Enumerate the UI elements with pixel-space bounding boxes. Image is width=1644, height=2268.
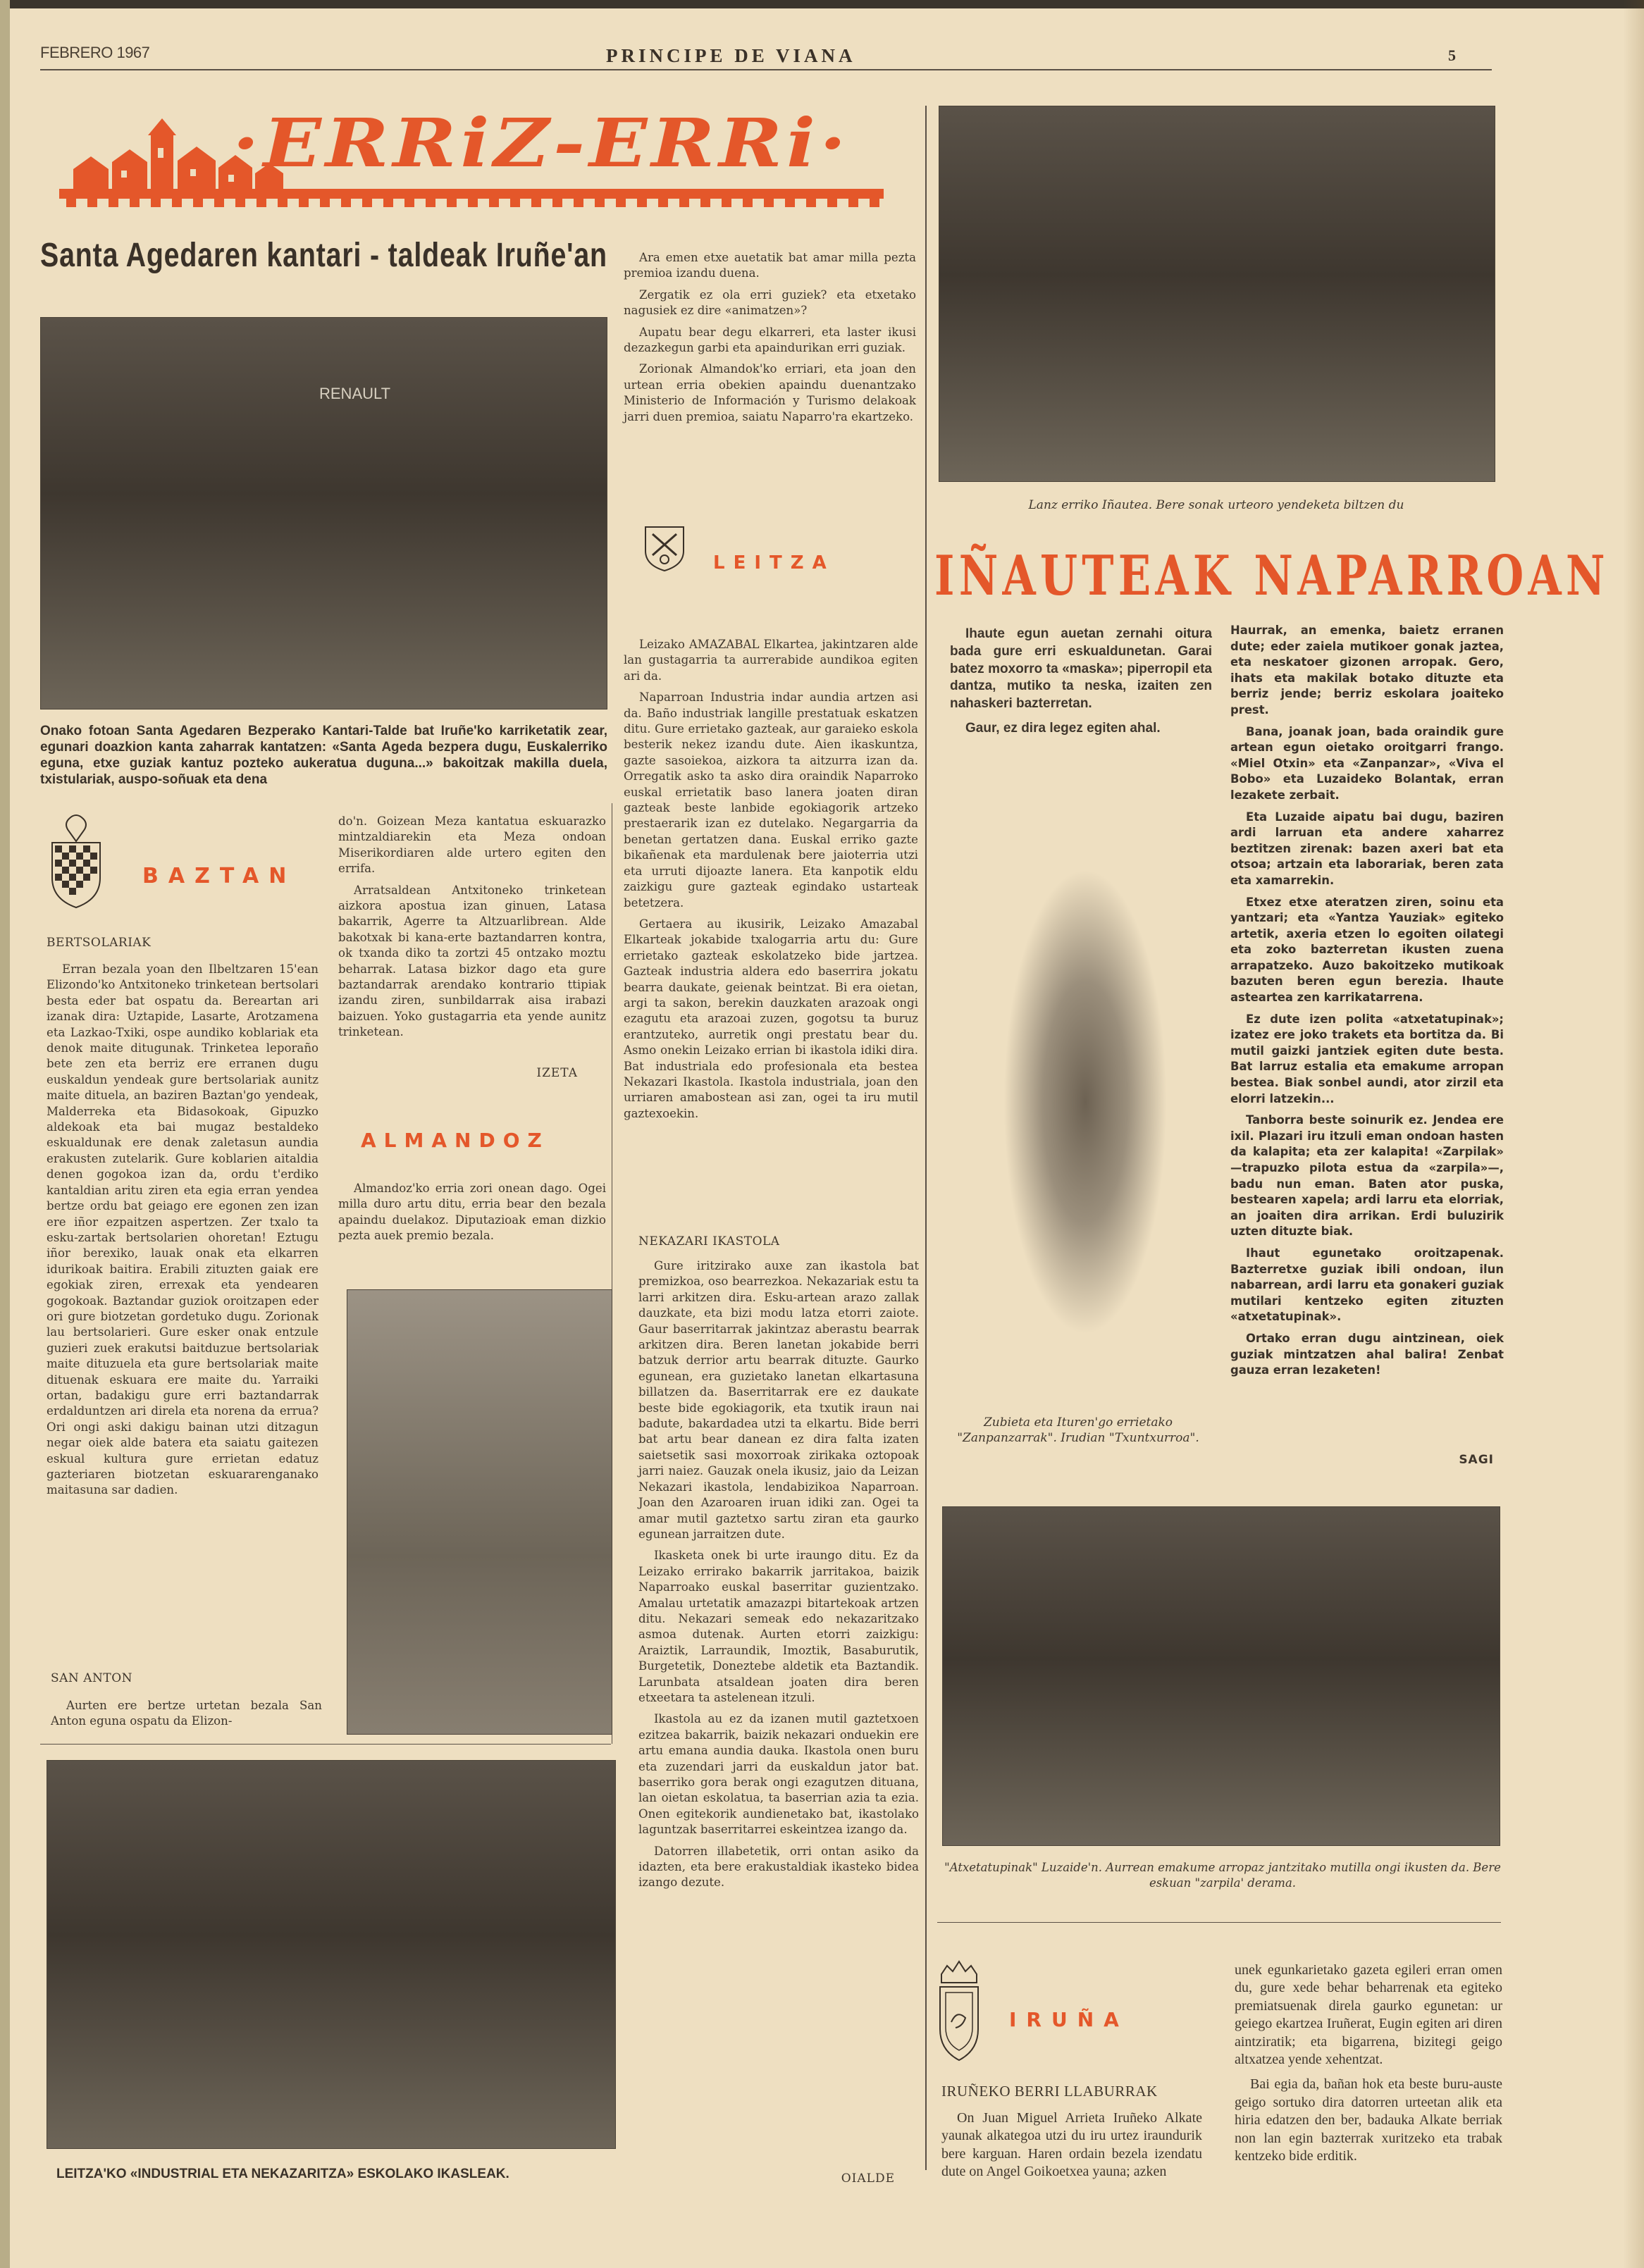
section-title-iruna: IRUÑA [1009, 2008, 1129, 2031]
subhead: NEKAZARI IKASTOLA [638, 1234, 780, 1248]
section-title-leitza: LEITZA [713, 552, 835, 574]
section-title-almandoz: ALMANDOZ [361, 1129, 550, 1152]
lanz-carnival-photo [939, 106, 1495, 482]
paragraph: Datorren illabetetik, orri ontan asiko da idazten, eta bere erakustaldiak ikasteko bidea izango dezute. [638, 1844, 919, 1890]
paragraph: Leizako AMAZABAL Elkartea, jakintzaren alde lan gustagarria ta aurrerabide aundikoa egiten ari da. [624, 638, 918, 683]
article-body [1230, 623, 1504, 1384]
author-signature: OIALDE [841, 2171, 895, 2186]
paragraph: Tanborra beste soinurik ez. Jendea ere ixil. Plazari iru itzuli eman ondoan hasten da kalapita; eta zer kalapita! «Zarpilak» —trapuzko pilota estua da «zarpila»—, badu nun eman. Baten ator puska, bestearen xapela; ardi larru eta elorriak, an joaiten dira arrikan. Erdi buluzirik uzten dituzte biak. [1230, 1113, 1504, 1239]
subhead: IRUÑEKO BERRI LLABURRAK [941, 2083, 1158, 2100]
article-body [338, 1181, 606, 1250]
issue-date: FEBRERO 1967 [40, 44, 150, 61]
paragraph: Haurrak, an emenka, baietz erranen dute; eder zaiela mutikoer gonak jaztea, eta neskatoer gizonen arropak. Gero, ihats eta makilak botako dituzte eta berriz jende; berriz eskolara joaiteko prest. [1230, 624, 1504, 717]
paragraph: Ikastola au ez da izanen mutil gaztetxoen ezitzea bakarrik, baizik nekazari onduekin ere artu emana aundia dauka. Ikastola onen buru eta zuzendari jarri da euskaldun jator bat. baserriko gora berak ongi ezagutzen dituana, lan oietan eskolatua, ta baserrian azia ta ezia. Onen egitekorik aundienetako bat, ikastolako laguntzak baserritarrei eskeintzea izango da. [638, 1712, 919, 1837]
baztan-coat-of-arms-icon [48, 812, 104, 910]
article-body [338, 814, 606, 1046]
article-body [638, 1258, 919, 1897]
page-number: 5 [1448, 47, 1456, 64]
column-rule [925, 106, 927, 2170]
photo-caption: LEITZA'KO «INDUSTRIAL ETA NEKAZARITZA» ESKOLAKO IKASLEAK. [56, 2167, 509, 2181]
photo-caption: Lanz erriko Iñautea. Bere sonak urteoro yendeketa biltzen du [1028, 498, 1404, 512]
photo-caption: "Atxetatupinak" Luzaide'n. Aurrean emakume arropaz jantzitako mutilla ongi ikusten da. Bere eskuan "zarpila' derama. [944, 1861, 1501, 1890]
article-body [941, 2109, 1202, 2188]
section-rule [40, 1744, 611, 1745]
paragraph: Ihaut egunetako oroitzapenak. Bazterretxe guziak ibili ondoan, ilun nabarrean, ardi larru eta gonakeri guziak mutilari kentzeko egiten zituzten «atxetatupinak». [1230, 1246, 1504, 1324]
paragraph: Arratsaldean Antxitoneko trinketean aizkora apostua izan ginuen, Latasa bakarrik, Agerre ta Altzuarlibrean. Alde bakotxak bi kana-erte baztandarren kontra, ok txanda diko ta zortzi 45 ontzako moztu beharrak. Latasa bizkor dago eta gure baztandarrak arendako kontrario ttipiak izandu ziren, sunbildarrak aisa irabazi baizuen. Yoko gustagarria eta yende aunitz trinketean. [338, 883, 606, 1039]
paragraph: Eta Luzaide aipatu bai dugu, baziren ardi larruan eta andere xaharrez beztitzen zirenak: bazen axeri bat eta otsoa; artzain eta laborariak, beren zata eta xamarrekin. [1230, 810, 1504, 887]
atxetatupinak-photo [942, 1506, 1500, 1846]
paragraph: On Juan Miguel Arrieta Iruñeko Alkate yaunak alkategoa utzi du iru urtez iraundurik bere karguan. Haren ordain bezela izendatu dute on Angel Goikoetxea yauna; azken [941, 2110, 1202, 2180]
publication-title: PRINCIPE DE VIANA [606, 45, 856, 66]
paragraph: unek egunkarietako gazeta egileri erran omen du, gure xede behar beharrenak eta egiteko premiatsuenak direla gaurko egunetan: ur geiego ekartzea Iruñerat, Eugin egiten ari diren aintziratik; eta bigarrena, bizitegi geigo altxatzea yende xehentzat. [1235, 1962, 1502, 2068]
house-photo [347, 1289, 612, 1735]
zanpanzar-sketch [965, 761, 1205, 1381]
section-banner-title: ·ERRiZ-ERRi· [233, 104, 851, 182]
subhead: SAN ANTON [51, 1671, 133, 1685]
author-signature: IZETA [536, 1066, 578, 1080]
singers-group-photo [40, 317, 607, 709]
article-body [950, 626, 1212, 745]
paragraph: Gure iritzirako auxe zan ikastola bat premizkoa, oso bearrezkoa. Nekazariak estu ta larri arkitzen dira. Esku-artean arazo zallak dauzkate, eta bizi modu latza etorri zaiote. Gaur baserritarrak jakintzaz aberastu bearrak arkitzen dira. Beren lanetan jokabide berri batzuk derrior artu bearrak dituzte. Gaurko egunean, era guzietako lanetan elkartasuna billatzen da. Baserritarrak ere ez daukate beste bide egokiagorik, eta txutik iraun nai badute, bakardadea utzi ta elkartu. Bide berri bat artu bear danean ez dira falta izaten saietsetik sasi moxorroak zirikaka oztopoak jarri naiez. Gauzak onela ikusiz, jaio da Leizan Nekazari ikastola, lendabizikoa Naparroan. Joan den Azaroaren iruan idiki zan. Ogei ta amar mutil gaztetxo sartu ziran eta gaurko egunean jarraitzen dute. [638, 1259, 919, 1541]
paragraph: Gertaera au ikusirik, Leizako Amazabal Elkarteak jokabide txalogarria artu du: Gure errietako gazteak eskolatzeko bide jartzea. Gazteak industria aldera edo baserrira jokatu bearra daukate, geienak beintzat. Bi era oietan, argi ta sakon, berekin dauzkaten arazoak ongi ezagutu eta arazoai zuzen, gogotsu ta buruz erantzuteko, aurretik ongi prestatu bear du. Asmo onekin Leizako errian bi ikastola idiki dira. Bat industriala edo profesionala eta bestea Nekazari Ikastola. Ikastola industriala, joan den urriaren amabostean asi zan, ogei ta iru mutil gaztexoekin. [624, 917, 918, 1120]
iruna-coat-of-arms-icon [937, 1959, 981, 2064]
paragraph: Gaur, ez dira legez egiten ahal. [965, 720, 1161, 736]
sketch-caption: Zubieta eta Ituren'go errietako "Zanpanzarrak". Irudian "Txuntxurroa". [957, 1415, 1199, 1445]
article-headline: IÑAUTEAK NAPARROAN [934, 544, 1609, 608]
article-body [51, 1698, 322, 1735]
paragraph: Aupatu bear degu elkarreri, eta laster ikusi dezazkegun garbi eta apaindurikan erri guziak. [624, 325, 916, 355]
header-rule [40, 69, 1492, 70]
crenellation-icon [66, 197, 879, 207]
students-group-photo [47, 1760, 616, 2149]
paragraph: Erran bezala yoan den Ilbeltzaren 15'ean Elizondo'ko Antxitoneko trinketean bertsolari besta eder bat ospatu da. Bereartan ari izanak dira: Uztapide, Lasarte, Arotzamena eta Lazkao-Txiki, ospe aundiko koblariak eta denok maite ditugunak. Trinketea leporaño bete zen eta berriz ere erranen dugu euskaldun yendeak gure bertsolariak aunitz maite dituela, an baziren Baztan'go yendeak, Malderreka eta Bidasokoak, Gipuzko aldekoak eta bai mugaz bestaldeko eskualdunak ere denak zaletasun aundia erakusten zutelarik. Gure koblarien aitaldia denen gogokoa izan da, ordu t'erdiko kantaldian aritu ziren eta egia erran yendea bertze ordu bat geiago ere egonen zen izan ere iñor ezpaitzen aspertzen. Zer txalo ta esku-zartak bertsolarien ohoretan! Eztugu iñor berexiko, lauak onak eta elkarren idurikoak baitira. Erabili zituzten gaiak ere egokiak ziren, errexak eta yendearen gogokoak. Baztandar guziok oroitzapen eder ori gure biotzetan gordetuko dugu. Zorionak lau bertsolarieri. Gure esker onak entzule guzieri zuek erakutsi baitduzue bertsolariak maite dituzuela eta gure bertsolariak maite dituenak eskuara ere maite du. Yarraiki ortan, badakigu gure erri baztandarrak erdalduntzen ari direla eta norena da errua? Ori ongi aski dakigu bainan utzi ditzagun negar oiek alde batera eta saiatu gaitezen eskual kultura gure errietan edatuz gazteriaren biotzetan eskuararenganako maitasuna sar dadien. [47, 962, 319, 1497]
paragraph: Ihaute egun auetan zernahi oitura bada gure erri eskualdunetan. Garai batez moxorro ta «maska»; piperropil eta dantza, mutiko ta neska, izaiten zen nahaskeri bazterretan. [950, 626, 1212, 712]
paragraph: Ara emen etxe auetatik bat amar milla pezta premioa izandu duena. [624, 251, 916, 280]
scan-left-edge [0, 0, 10, 2268]
author-signature: SAGI [1459, 1453, 1494, 1467]
section-title-baztan: BAZTAN [142, 864, 297, 888]
paragraph: Naparroan Industria indar aundia artzen asi da. Baño industriak langille prestatuak eskatzen ditu. Gure errietako gazteak, aur garaieko eskola besterik nekez izandu dute. Aien ikaskuntza, gazte sasoiekoa, aizkora ta aitzurra izan da. Orregatik asko ta asko dira oraindik Naparroko euskal errietatik baso lanera joaten diran gazteak beste lanbide egokiagorik artzeko prestaerarik izan ez dutelako. Negargarria da benetan gertatzen dana. Euskal erriko gazte bikañenak eta mardulenak bere jaioterria utzi eta urruti dijoazte lanera. Eta kanpotik eldu zaizkigu gure gazteak egindako ustarteak betetzera. [624, 690, 918, 910]
paragraph: Bana, joanak joan, bada oraindik gure artean egun oietako oroitgarri frango. «Miel Otxin» eta «Zanpanzar», «Viva el Bobo» eta Luzaideko Bolantak, erran lezakete zerbait. [1230, 724, 1504, 802]
article-headline: Santa Agedaren kantari - taldeak Iruñe'an [40, 237, 607, 274]
paragraph: Zorionak Almandok'ko erriari, eta joan den urtean erria obekien apaindu duenantzako Ministerio de Información y Turismo delakoak jarri duen premioa, saiatu Naparro'ra ekartzeko. [624, 362, 916, 423]
paragraph: Aurten ere bertze urtetan bezala San Anton eguna ospatu da Elizon- [51, 1699, 322, 1728]
paragraph: Almandoz'ko erria zori onean dago. Ogei milla duro artu ditu, erria bear den bezala apaindu duelakoz. Diputazioak eman dizkio pezta auek premio bezala. [338, 1182, 606, 1243]
paragraph: Ortako erran dugu aintzinean, oiek guziak mintzatzen ahal balira! Zenbat gauza erran lezaketen! [1230, 1331, 1504, 1377]
section-rule [937, 1922, 1501, 1923]
photo-sign-text: RENAULT [319, 385, 391, 402]
paragraph: Zergatik ez ola erri guziek? eta etxetako nagusiek ez dire «animatzen»? [624, 287, 916, 318]
article-body [47, 962, 319, 1504]
article-body [624, 637, 918, 1127]
photo-caption: Onako fotoan Santa Agedaren Bezperako Kantari-Talde bat Iruñe'ko karriketatik zear, egunari doazkion kanta zaharrak kantatzen: «Santa Ageda bezpera dugu, Euskalerriko eguna, etxe guziak kantuz pozteko aukeratua duguna...» bakoitzak makilla duela, txistulariak, auspo-soñuak eta dena [40, 724, 607, 787]
paragraph: Ez dute izen polita «atxetatupinak»; izatez ere joko trakets eta bortitza da. Bi mutil gaizki jantziek egiten dute besta. Bat larruz estalia eta emakume arropan bestea. Biak sonbel aundi, ator zirzil eta elorri latzekin... [1230, 1012, 1504, 1105]
paragraph: Ikasketa onek bi urte iraungo ditu. Ez da Leizako errirako bakarrik jarritakoa, baizik Naparroako euskal baserritar guzientzako. Amalau urtetatik amazazpi bitartekoak artzen ditu. Nekazari semeak edo nekazaritzako asmoa dutenak. Aurten etorri zaizkigu: Araiztik, Larraundik, Imoztik, Basaburutik, Burgetetik, Doneztebe aldetik eta Baztandik. Larunbata atsaldean joaten dira beren etxeetara ta astelenean itzuli. [638, 1549, 919, 1704]
paragraph: Etxez etxe ateratzen ziren, soinu eta yantzari; eta «Yantza Yauziak» egiteko artetik, axeria etzen lo egoiten oilategi eta zoko bazterretan ikusten zuena arrapatzeko. Auzo bakoitzeko mutikoak bazuten beren egun berezia. Ihaute asteartea zen karrikatarrena. [1230, 895, 1504, 1005]
paragraph: Bai egia da, bañan hok eta beste buru-auste geigo sortuko dira datorren urteetan alik eta hiria edatzen den ber, badauka Alkate berriak non lan egin bazterrak xuritzeko eta trabak kentzeko bide erditik. [1235, 2076, 1502, 2164]
paragraph: do'n. Goizean Meza kantatua eskuarazko mintzaldiarekin eta Meza ondoan Miserikordiaren alde urtero egiten den errifa. [338, 814, 606, 876]
scan-right-shade [1623, 0, 1644, 2268]
scan-top-edge [0, 0, 1644, 8]
subhead: BERTSOLARIAK [47, 936, 152, 950]
leitza-coat-of-arms-icon [643, 524, 686, 574]
article-body [624, 250, 916, 430]
article-body [1235, 1962, 1502, 2172]
